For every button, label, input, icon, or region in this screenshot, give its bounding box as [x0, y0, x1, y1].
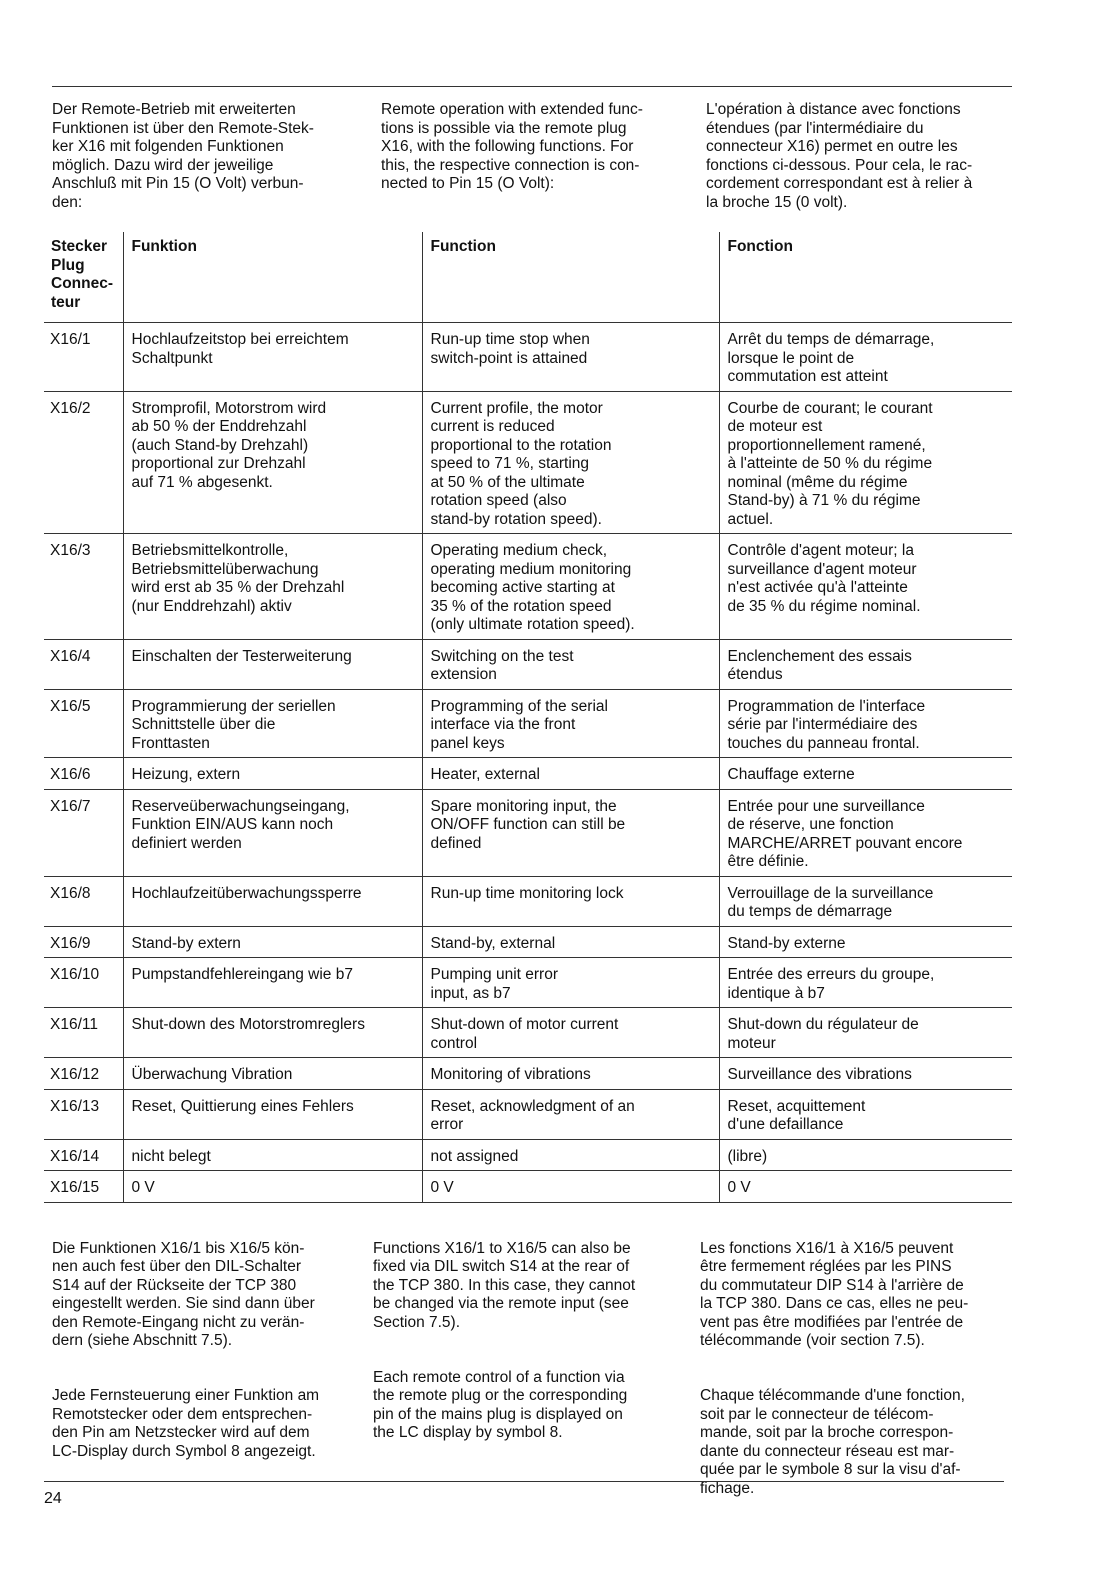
table-row	[44, 1008, 1012, 1058]
cell-funktion: Reserveüberwachungseingang, Funktion EIN/AUS kann noch definiert werden	[123, 789, 422, 876]
table-row	[44, 391, 1012, 534]
note-paragraph: Chaque télécommande d'une fonction, soit par le connecteur de télécom- mande, soit par la broche correspon- dante du connecteur réseau est mar- quée par le symbole 8 sur la visu d'af- fichage.	[700, 1387, 965, 1497]
cell-connector: X16/15	[50, 1179, 100, 1196]
cell-function: Run-up time stop when switch-point is attained	[422, 323, 719, 392]
table-row	[44, 1139, 1012, 1171]
cell-funktion: Shut-down des Motorstromreglers	[123, 1008, 422, 1058]
table-row	[44, 758, 1012, 790]
cell-connector: X16/7	[50, 797, 91, 815]
notes-english	[373, 1221, 683, 1479]
notes-german	[52, 1221, 352, 1498]
table-row	[44, 789, 1012, 876]
cell-connector: X16/3	[50, 542, 91, 559]
note-paragraph: Functions X16/1 to X16/5 can also be fixed via DIL switch S14 at the rear of the TCP 380. In this case, they cannot be changed via the remote input (see Section 7.5).	[373, 1239, 636, 1331]
cell-connector: X16/4	[50, 647, 91, 665]
cell-funktion: Pumpstandfehlereingang wie b7	[123, 958, 422, 1008]
cell-funktion: Stand-by extern	[123, 926, 422, 958]
table-row	[44, 323, 1012, 392]
table-row	[44, 534, 1012, 640]
header-fonction: Fonction	[719, 232, 1012, 323]
cell-fonction: Entrée des erreurs du groupe, identique à b7	[719, 958, 1012, 1008]
cell-function: Run-up time monitoring lock	[422, 876, 719, 926]
cell-connector: X16/8	[50, 884, 91, 902]
cell-connector: X16/5	[50, 697, 91, 715]
table-row	[44, 926, 1012, 958]
table-row	[44, 1171, 1012, 1203]
function-table	[44, 232, 1012, 1203]
cell-fonction: Entrée pour une surveillance de réserve, une fonction MARCHE/ARRET pouvant encore être définie.	[719, 789, 1012, 876]
cell-function: Programming of the serial interface via the front panel keys	[422, 689, 719, 758]
cell-function: Shut-down of motor current control	[422, 1008, 719, 1058]
note-paragraph: Each remote control of a function via the remote plug or the corresponding pin of the mains plug is displayed on the LC display by symbol 8.	[373, 1368, 628, 1441]
cell-funktion: Hochlaufzeitstop bei erreichtem Schaltpunkt	[123, 323, 422, 392]
cell-connector: X16/9	[50, 934, 91, 952]
table-row	[44, 1089, 1012, 1139]
cell-funktion: nicht belegt	[123, 1139, 422, 1171]
header-connector: Stecker Plug Connec- teur	[51, 238, 113, 311]
cell-fonction: Contrôle d'agent moteur; la surveillance d'agent moteur n'est activée qu'à l'atteinte de 35 % du régime nominal.	[719, 534, 1012, 640]
cell-connector: X16/13	[50, 1097, 100, 1115]
note-paragraph: Les fonctions X16/1 à X16/5 peuvent être fermement réglées par les PINS du commutateur DIP S14 à l'arrière de la TCP 380. Dans ce cas, elles ne peu- vent pas être modifiées par l'entrée de télécommande (voir section 7.5).	[700, 1239, 969, 1349]
page-number: 24	[44, 1490, 62, 1507]
cell-fonction: Stand-by externe	[719, 926, 1012, 958]
cell-connector: X16/1	[50, 331, 91, 348]
cell-fonction: Arrêt du temps de démarrage, lorsque le point de commutation est atteint	[719, 323, 1012, 392]
cell-fonction: Verrouillage de la surveillance du temps de démarrage	[719, 876, 1012, 926]
table-row	[44, 689, 1012, 758]
cell-fonction: Programmation de l'interface série par l'intermédiaire des touches du panneau frontal.	[719, 689, 1012, 758]
cell-connector: X16/10	[50, 966, 100, 983]
cell-funktion: Stromprofil, Motorstrom wird ab 50 % der Enddrehzahl (auch Stand-by Drehzahl) proportional zur Drehzahl auf 71 % abgesenkt.	[123, 391, 422, 534]
cell-fonction: Courbe de courant; le courant de moteur est proportionnellement ramené, à l'atteinte de 50 % du régime nominal (même du régime Stand-by) à 71 % du régime actuel.	[719, 391, 1012, 534]
cell-funktion: Programmierung der seriellen Schnittstelle über die Fronttasten	[123, 689, 422, 758]
cell-fonction: 0 V	[719, 1171, 1012, 1203]
cell-funktion: 0 V	[123, 1171, 422, 1203]
cell-function: Heater, external	[422, 758, 719, 790]
cell-funktion: Betriebsmittelkontrolle, Betriebsmittelüberwachung wird erst ab 35 % der Drehzahl (nur Enddrehzahl) aktiv	[123, 534, 422, 640]
cell-connector: X16/6	[50, 766, 91, 783]
table-row	[44, 876, 1012, 926]
header-funktion: Funktion	[123, 232, 422, 323]
cell-fonction: Shut-down du régulateur de moteur	[719, 1008, 1012, 1058]
cell-fonction: Enclenchement des essais étendus	[719, 639, 1012, 689]
intro-english: Remote operation with extended func- tions is possible via the remote plug X16, with the following functions. For this, the respective connection is con- nected to Pin 15 (O Volt):	[381, 101, 643, 192]
table-row	[44, 958, 1012, 1008]
cell-function: Spare monitoring input, the ON/OFF function can still be defined	[422, 789, 719, 876]
cell-function: Pumping unit error input, as b7	[422, 958, 719, 1008]
cell-function: Monitoring of vibrations	[422, 1058, 719, 1090]
cell-fonction: Surveillance des vibrations	[719, 1058, 1012, 1090]
notes-french	[700, 1221, 1016, 1535]
intro-german: Der Remote-Betrieb mit erweiterten Funktionen ist über den Remote-Stek- ker X16 mit folgenden Funktionen möglich. Dazu wird der jeweilige Anschluß mit Pin 15 (O Volt) verbun- den:	[52, 101, 314, 211]
cell-function: Switching on the test extension	[422, 639, 719, 689]
cell-fonction: (libre)	[719, 1139, 1012, 1171]
cell-funktion: Heizung, extern	[123, 758, 422, 790]
cell-funktion: Reset, Quittierung eines Fehlers	[123, 1089, 422, 1139]
note-paragraph: Jede Fernsteuerung einer Funktion am Remotstecker oder dem entsprechen- den Pin am Netzstecker wird auf dem LC-Display durch Symbol 8 angezeigt.	[52, 1387, 320, 1460]
intro-french: L'opération à distance avec fonctions étendues (par l'intermédiaire du connecteur X16) permet en outre les fonctions ci-dessous. Pour cela, le rac- cordement correspondant est à relier à la broche 15 (0 volt).	[706, 101, 973, 211]
table-row	[44, 639, 1012, 689]
note-paragraph: Die Funktionen X16/1 bis X16/5 kön- nen auch fest über den DIL-Schalter S14 auf der Rückseite der TCP 380 eingestellt werden. Sie sind dann über den Remote-Eingang nicht zu verän- dern (siehe Abschnitt 7.5).	[52, 1239, 315, 1349]
cell-connector: X16/11	[50, 1016, 98, 1033]
cell-funktion: Hochlaufzeitüberwachungssperre	[123, 876, 422, 926]
cell-fonction: Chauffage externe	[719, 758, 1012, 790]
table-row	[44, 1058, 1012, 1090]
cell-funktion: Überwachung Vibration	[123, 1058, 422, 1090]
cell-funktion: Einschalten der Testerweiterung	[123, 639, 422, 689]
cell-function: Current profile, the motor current is reduced proportional to the rotation speed to 71 %, starting at 50 % of the ultimate rotation speed (also stand-by rotation speed).	[422, 391, 719, 534]
cell-function: Reset, acknowledgment of an error	[422, 1089, 719, 1139]
cell-connector: X16/12	[50, 1066, 100, 1083]
cell-function: 0 V	[422, 1171, 719, 1203]
table-header-row	[44, 232, 1012, 323]
cell-fonction: Reset, acquittement d'une defaillance	[719, 1089, 1012, 1139]
cell-function: not assigned	[422, 1139, 719, 1171]
bottom-rule	[44, 1481, 1004, 1482]
header-function: Function	[422, 232, 719, 323]
top-rule	[52, 86, 1012, 87]
cell-function: Operating medium check, operating medium monitoring becoming active starting at 35 % of the rotation speed (only ultimate rotation speed).	[422, 534, 719, 640]
cell-function: Stand-by, external	[422, 926, 719, 958]
cell-connector: X16/2	[50, 399, 91, 417]
cell-connector: X16/14	[50, 1147, 100, 1165]
